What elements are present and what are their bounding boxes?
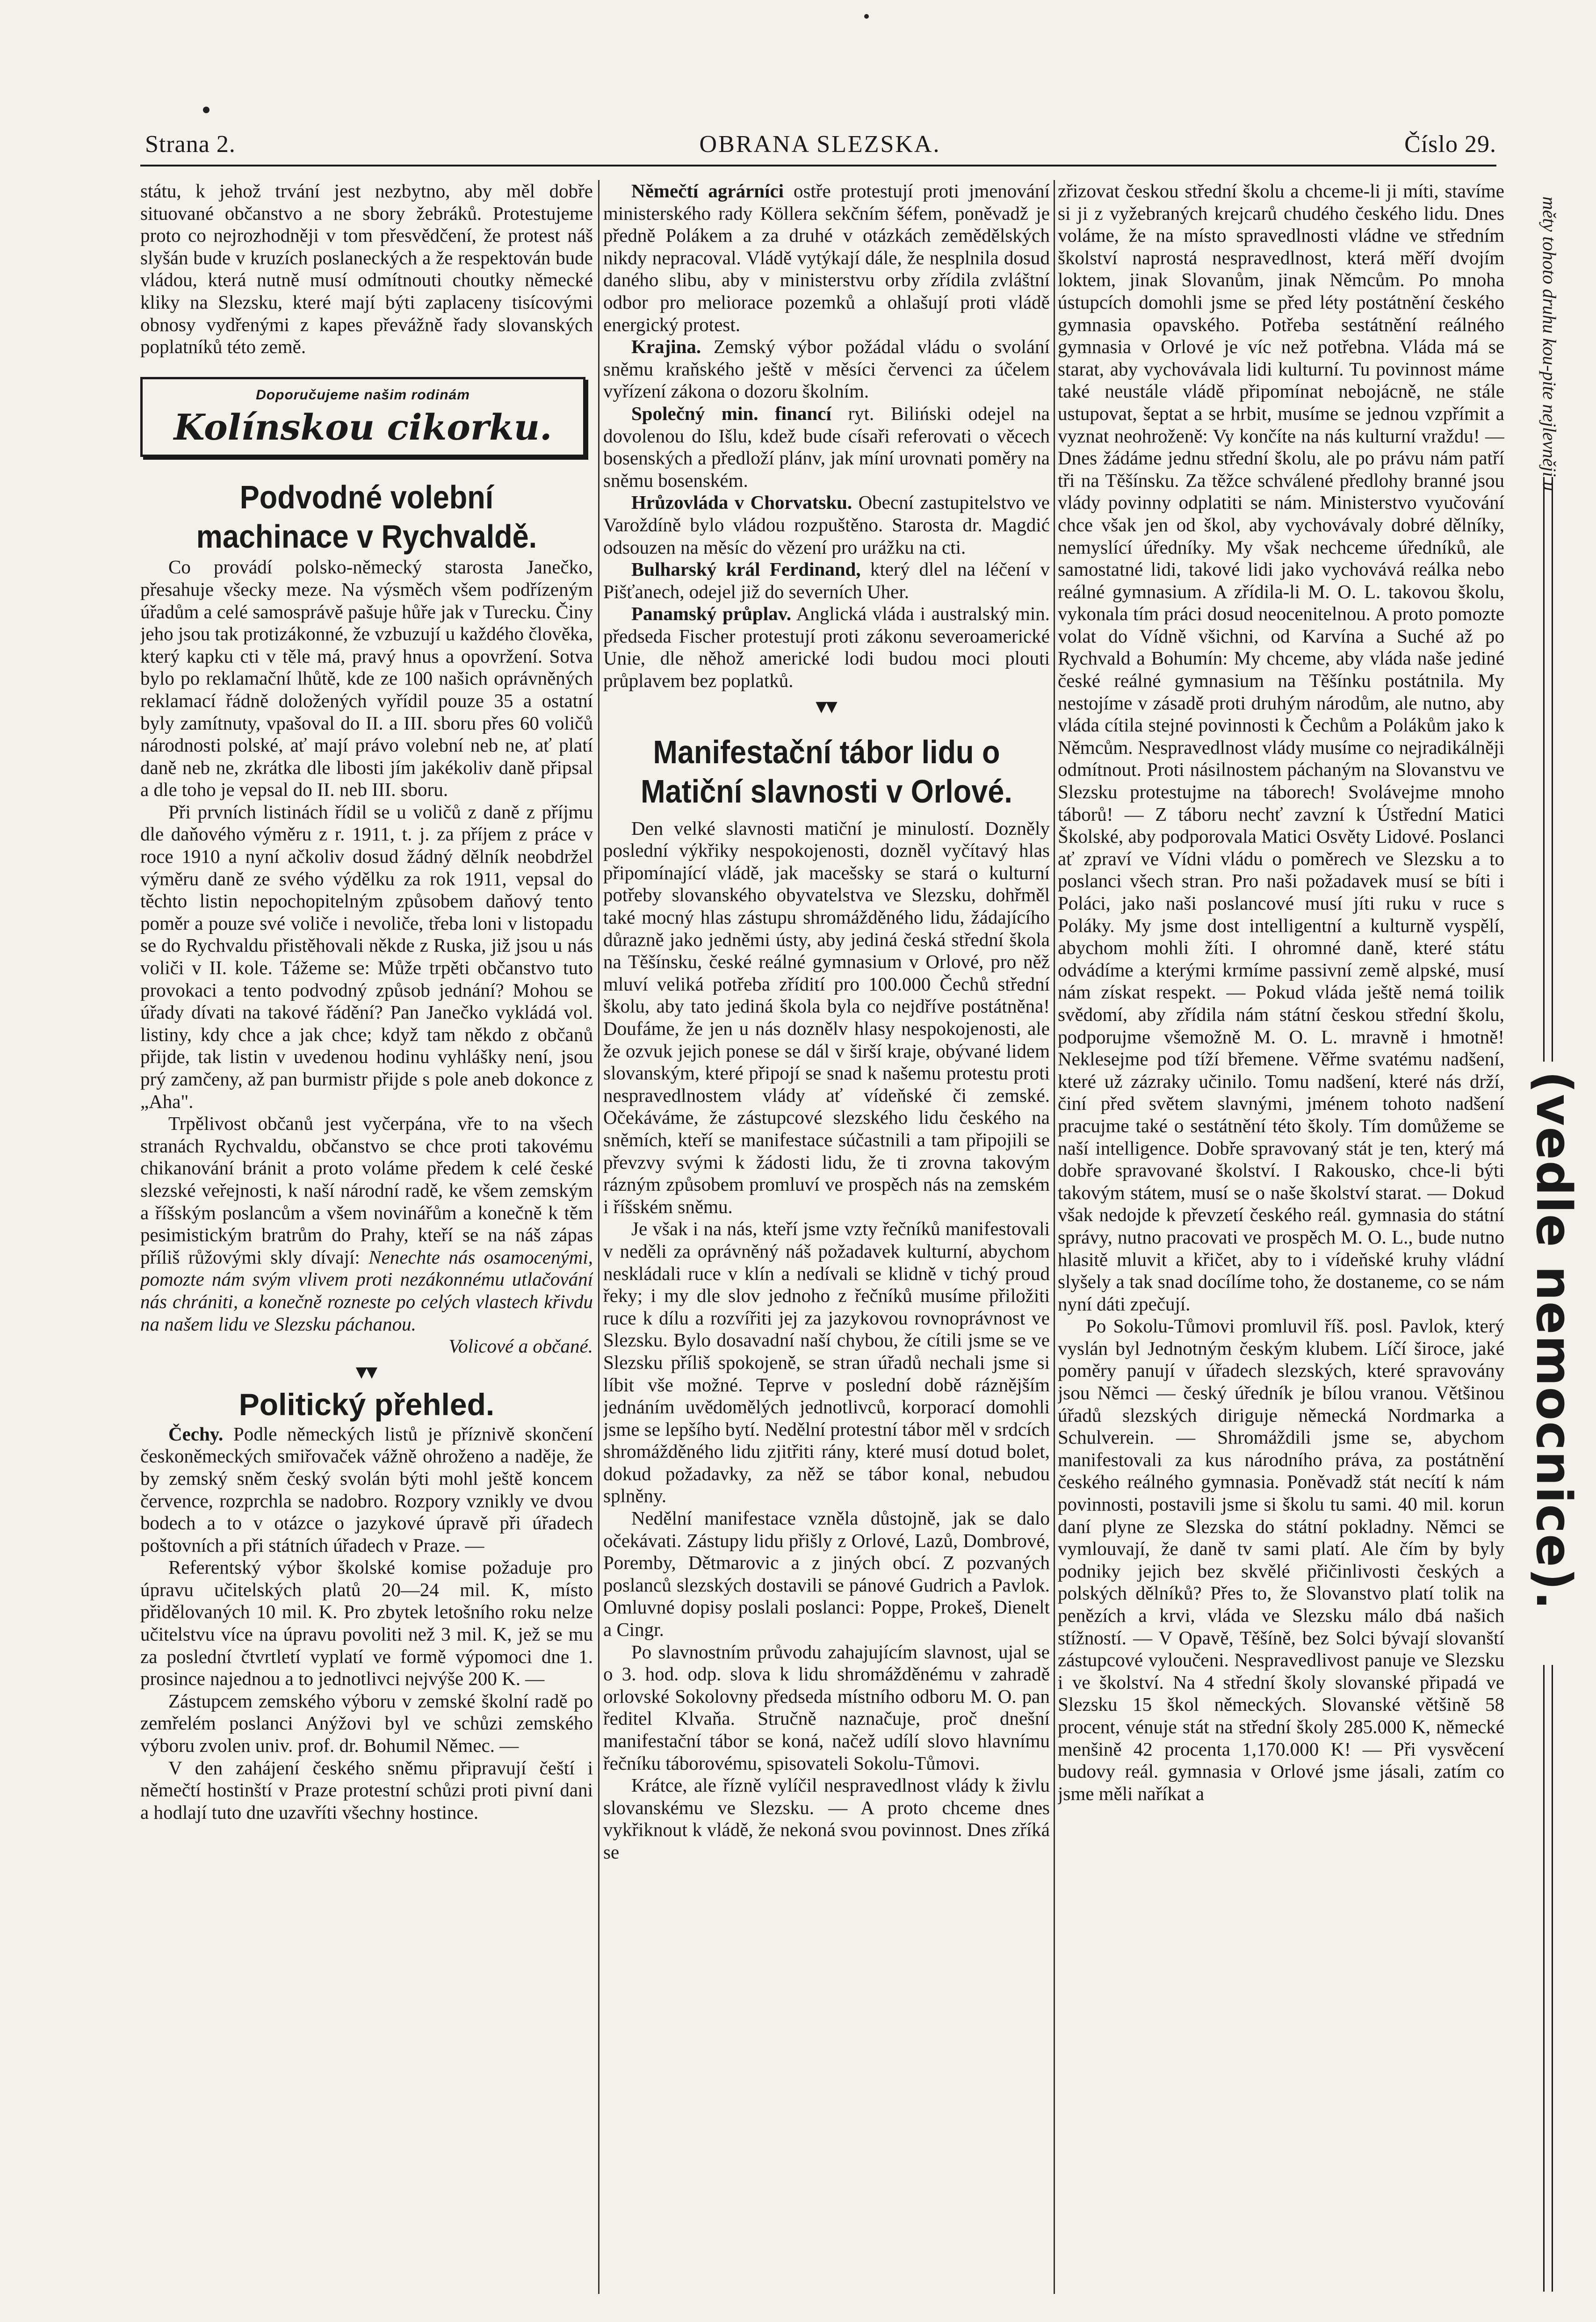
article-text: Trpělivost občanů jest vyčerpána, vře to na všech stranách Rychvaldu, občanstvo se chce proti takovému chikanování bránit a proto voláme předem k celé české slezské veřejnosti, k naší národní radě, ke všem zemským a říšským poslancům a všem novinářům a konečně k těm pesimistickým bratrům do Prahy, kteří se na náš zápas příliš růžovými skly dívají: xyxy=(140,1113,593,1268)
news-item-text: Obecní zastupitelstvo ve Varoždíně bylo vládou rozpuštěno. Starosta dr. Magdić odsouzen na měsíc do vězení pro urážku na cti. xyxy=(603,492,1050,558)
article-paragraph: Zástupcem zemského výboru v zemské školní radě po zemřelém poslanci Anýžovi byl ve schůzi zemského výboru zvolen univ. prof. dr. Bohumil Němec. — xyxy=(140,1690,593,1757)
news-item-text: ryt. Biliński odejel na dovolenou do Išlu, kdež bude císaři referovati o věcech bosenských a předloží plánv, jak míní urovnati poměry na sněmu bosenském. xyxy=(603,402,1050,491)
print-mark xyxy=(203,107,209,113)
issue-number: Číslo 29. xyxy=(1404,130,1496,158)
section-divider: ▾▾ xyxy=(816,694,837,717)
article-paragraph: Nedělní manifestace vzněla důstojně, jak se dalo očekávati. Zástupy lidu přišly z Orlové, Lazů, Dombrové, Poremby, Dětmarovic a z jiných obcí. Z pozvaných poslanců slezských dostavili se pánové Gudrich a Pavlok. Omluvné dopisy poslali poslanci: Poppe, Prokeš, Dienelt a Cingr. xyxy=(603,1507,1050,1641)
news-item-lead: Panamský průplav. xyxy=(631,603,792,625)
article-paragraph: Po Sokolu-Tůmovi promluvil říš. posl. Pavlok, který vyslán byl Jednotným českým klubem. Líčí široce, jaké poměry panují v úřadech slezských, které spravovány jsou Němci — český úředník je bílou vranou. Většinou úřadů slezských diriguje německá Nordmarka a Schulverein. — Shromáždili jsme se, abychom manifestovali za kus národního práva, za postátnění českého reálného gymnasia. Poněvadž stát necítí k nám povinnosti, postavili jsme si školu tu sami. 40 mil. korun daní plyne ze Slezska do státní pokladny. Němci se vymlouvají, že daně tv sami platí. Ale čím by byly podniky jejich bez skvělé přičinlivosti českých a polských dělníků? Přes to, že Slovanstvo platí tolik na penězích a krvi, vláda ve Slezsku málo dbá našich stížností. — V Opavě, Těšíně, bez Solci bývají slovanští zástupcové vyloučeni. Nespravedlivost panuje ve Slezsku i ve školství. Na 4 střední školy slovanské připadá ve Slezsku 15 škol německých. Slovanské většině 58 procent, vénuje stát na střední školy 285.000 K, německé menšině 42 procenta 1,170.000 K! — Při vysvěcení budovy reál. gymnasia v Orlové jsme jásali, zatím co jsme měli naříkat a xyxy=(1058,1315,1504,1804)
article-paragraph: V den zahájení českého sněmu připravují čeští i němečtí hostinští v Praze protestní schůzi proti pivní dani a hodlají tuto dne uzavříti všechny hostince. xyxy=(140,1757,593,1823)
newspaper-title: OBRANA SLEZSKA. xyxy=(699,130,941,158)
article-paragraph: Po slavnostním průvodu zahajujícím slavnost, ujal se o 3. hod. odp. slova k lidu shromážděnému v zahradě orlovské Sokolovny předseda místního odboru M. O. pan ředitel Klvaňa. Stručně naznačuje, proč dnešní manifestační tábor se koná, načež udílí slovo hlavnímu řečníku táborovému, spisovateli Sokolu-Tůmovi. xyxy=(603,1641,1050,1774)
news-item-text: Anglická vláda i australský min. předseda Fischer protestují proti zákonu severoamerické Unie, dle něhož americké lodi budou moci plouti průplavem bez poplatků. xyxy=(603,603,1050,692)
news-item-lead: Bulharský král Ferdinand, xyxy=(631,558,861,580)
page-header xyxy=(145,125,1496,163)
headline-politicky-prehled: Politický přehled. xyxy=(238,1387,495,1422)
headline-volebni-machinace: Podvodné volební machinace v Rychvaldě. xyxy=(196,479,537,555)
article-paragraph: zřizovat českou střední školu a chceme-li ji míti, stavíme si ji z vyžebraných krejcarů chudého českého lidu. Dnes voláme, že na místo spravedlnosti vládne ve středním školství naprostá nespravedlnost, která měří dvojím loktem, jinak Slovanům, jinak Němcům. Po mnoha ústupcích domohli jsme se před léty postátnění českého gymnasia opavského. Potřeba sestátnění reálného gymnasia v Orlové je víc než potřebna. Vláda má se starat, aby vychovávala lidi kulturní. Tu povinnost máme také neustále vládě připomínat nebojácně, ne stále ustupovat, šeptat a se hrbit, musíme se jednou vzpřímit a vyznat neohroženě: Vy končíte na nás kulturní vraždu! — Dnes žádáme jednu střední školu, ale po právu nám patří tři na Těšínsku. Za těžce schválené předlohy branné jsou vlády povinny odplatiti se nám. Ministerstvo vyučování chce však jen od škol, aby vychovávaly dobré dělníky, nemyslící úředníky. My však nechceme úředníků, ale samostatné lidi, takové lidi jako vychovává reálka nebo reálné gymnasium. A zřídila-li M. O. L. takovou školu, vykonala tím práci dosud neocenitelnou. A proto pomozte volat do Vídně všichni, od Karvína a Suché až po Rychvald a Bohumín: My chceme, aby vláda naše jediné české reálné gymnasium na Těšínku postátnila. My nestojíme v zásadě proti druhým národům, ale nutno, aby vláda cítila stejné povinnosti k Čechům a Polákům jako k Němcům. Nespravedlnost vlády musíme co nejradikálněji odmítnout. Proti násilnostem páchaným na Slovanstvu ve Slezsku protestujme na táborech! Svolávejme mnoho táborů! — Z táboru nechť zavzní k Ústřední Matici Školské, aby podporovala Matici Osvěty Lidové. Poslanci ať zpraví ve Vídni vládu o poměrech ve Slezsku a to poslanci všech stran. Pro naši požadavek musí se bíti i Poláci, jako naši poslancové musí jíti ruku v ruce s Poláky. My jsme dost intelligentní a kulturně vyspělí, abychom mohli žíti. I ohromné daně, které státu odvádíme a kterými krmíme passivní země alpské, musí nám získat respekt. — Pokud vláda ještě nemá toilik svědomí, aby zřídila nám státní českou střední školu, podporujme všemožně M. O. L. mravně i hmotně! Neklesejme pod tíží břemene. Věřme svatému nadšení, které už zázraky učinilo. Tomu nadšení, které nás drží, činí před světem slavnými, jménem tohoto nadšení pracujme také o sestátnění této školy. Tím domůžeme se naší intelligence. Dobře spravovaný stát je ten, který má dobře spravované školství. I Rakousko, chce-li býti takovým státem, musí se o naše školství starat. — Dokud však nedojde k převzetí českého reál. gymnasia do státní správy, nutno pracovati ve prospěch M. O. L., bude nutno hlasitě mluvit a křičet, aby to i vídeňské kruhy vládní slyšely a tak snad docílíme toho, že dostaneme, co se nám nyní dáti zpečují. xyxy=(1058,180,1504,1315)
article-text: Podle německých listů je příznivě skončení českoněmeckých smiřovaček vážně ohroženo a naděje, že by zemský sněm český svolán býti mohl ještě koncem července, rozprchla se nadobro. Rozpory vznikly ve dvou bodech a to v otázce o jazykové úpravě při úřadech poštovních a při státních úřadech v Praze. — xyxy=(140,1423,593,1556)
news-item xyxy=(603,603,1050,692)
column-2 xyxy=(603,180,1050,2294)
print-mark xyxy=(864,14,869,19)
article-paragraph: Je však i na nás, kteří jsme vzty řečníků manifestovali v neděli za oprávněný náš požadavek kulturní, abychom neskládali ruce v klín a nedívali se klidně v tichý proud řeky; i my dle slov jednoho z řečníků musíme přiložiti ruce k dílu a rozvířiti jej za jazykovou rovnoprávnost ve Slezsku. Bylo dosavadní naší chybou, že cítili jsme se ve Slezsku příliš spokojeně, se stran úřadů nechali jsme si líbit vše možné. Teprve v poslední době ráznějším jednáním uvědomělých jednotlivců, korporací domohli jsme se lepšího bytí. Nedělní protestní tábor měl v srdcích shromážděného lidu zjitřiti rány, které musí dotud bolet, dokud požadavky, za něž se tábor konal, nebudou splněny. xyxy=(603,1218,1050,1507)
news-item-text: ostře protestují proti jmenování ministerského rady Köllera sekčním šéfem, poněvadž je předně Polákem a za druhé v otázkách zemědělských nikdy nepracoval. Vládě vytýkají dále, že nesplnila dosud daného slibu, aby v ministerstvu orby zřídila zvláštní odbor pro meliorace pozemků a ohlašují proti vládě energický protest. xyxy=(603,180,1050,335)
news-item-lead: Němečtí agrárníci xyxy=(631,180,784,202)
article-continuation: státu, k jehož trvání jest nezbytno, aby měl dobře situované občanstvo a ne sbory žebráků. Protestujeme proto co nejrozhodněji v tom přesvědčení, že protest náš slyšán bude v kruzích poslaneckých a že respektován bude vládou, která nutně musí odmítnouti choutky německé kliky na Slezsku, které mají býti zaplaceny tisícovými obnosy vydřenými z kapes převážně řady slovanských poplatníků této země. xyxy=(140,180,593,358)
page-number: Strana 2. xyxy=(145,130,236,158)
article-signature: Volicové a občané. xyxy=(448,1335,593,1357)
news-item xyxy=(603,336,1050,403)
article-paragraph: Referentský výbor školské komise požaduje pro úpravu učitelských platů 20—24 mil. K, místo přidělovaných 10 mil. K. Pro zbytek letošního roku nelze učitelstvu více na úpravu povoliti než 3 mil. K, jež se mu za poslední čtvrtletí vyplatí ve formě výpomoci dne 1. prosince najednou a to jednotlivci nejvýše 200 K. — xyxy=(140,1556,593,1690)
article-paragraph: Den velké slavnosti matiční je minulostí. Dozněly poslední výkřiky nespokojenosti, dozněl vyčítavý hlas připomínající vládě, jak macešsky se stará o kulturní potřeby slovanského obyvatelstva ve Slezsku, dohřměl také mocný hlas zástupu shromážděného lidu, žádajícího důrazně jako jedněmi ústy, aby jediná česká střední škola na Těšínsku, české reálné gymnasium v Orlové, pro něž mluví veliká potřeba zřídití pro 100.000 Čechů střední školu, aby tato jediná škola byla co nejdříve postátněna! Doufáme, že jen u nás doznělv hlasy nespokojenosti, ale že ozvuk jejich ponese se dál v širší kraje, obývané lidem slovanským, které připojí se snad k našemu protestu proti nespravedlnostem vlády ať vídeňské či zemské. Očekáváme, že zástupcové slezského lidu českého na sněmích, kteří se manifestace súčastnili a tam připojili se převzvy svými k žádosti lidu, že ti zrovna takovým rázným způsobem promluví ve prospěch nás na zemském i říšském sněmu. xyxy=(603,817,1050,1217)
sidebar-bracket-line xyxy=(1543,1665,1545,2292)
article-paragraph: Co provádí polsko-německý starosta Janečko, přesahuje všecky meze. Na výsměch všem podřízeným úřadům a celé samosprávě pašuje hůře jak v Turecku. Činy jeho jsou tak protizákonné, že vzbuzují u každého člověka, který kapku cti v těle má, pravý hnus a opovržení. Sotva bylo po reklamační lhůtě, kde ze 100 našich oprávněných reklamací řádně doložených vyřídil pouze 35 a ostatní byly zamítnuty, vpašoval do II. a III. sboru přes 60 voličů národnosti polské, ať mají právo volební neb ne, ať platí daně neb ne, zkrátka dle libosti jím jakékoliv daně připsal a dle toho je vepsal do II. neb III. sboru. xyxy=(140,556,593,801)
paragraph-lead: Čechy. xyxy=(168,1423,224,1445)
article-paragraph xyxy=(140,1423,593,1557)
news-item-lead: Společný min. financí xyxy=(631,402,831,424)
news-item-text: Zemský výbor požádal vládu o svolání sněmu kraňského ještě v měsíci červenci za účelem vyřízení zákona o dozoru školním. xyxy=(603,336,1050,402)
article-appeal: Nenechte nás osamocenými, pomozte nám svým vlivem proti nezákonnému utlačování nás chrániti, a konečně rozneste po celých vlastech křivdu na našem lidu ve Slezsku páchanou. xyxy=(140,1246,593,1335)
advertisement-box xyxy=(140,377,585,457)
column-rule xyxy=(598,180,599,2294)
headline-manifestacni-tabor: Manifestační tábor lidu o Matiční slavnosti v Orlové. xyxy=(641,733,1012,810)
news-item-lead: Krajina. xyxy=(631,336,701,358)
sidebar-address-text: (vedle nemocnice). xyxy=(1525,1071,1582,1611)
column-rule xyxy=(1054,180,1055,2294)
news-item xyxy=(603,492,1050,558)
sidebar-small-text: měty tohoto druhu kou-pite nejlevněji u xyxy=(1539,196,1560,491)
news-item xyxy=(603,558,1050,603)
ad-tagline: Doporučujeme našim rodinám xyxy=(256,387,470,403)
ad-product: Kolínskou cikorku. xyxy=(173,406,552,448)
article-paragraph: Při prvních listinách řídil se u voličů z daně z příjmu dle daňového výměru z r. 1911, t. j. za příjem z práce v roce 1910 a nyní ačkoliv dosud žádný dělník neobdržel výměru daně ze svého výdělku za rok 1911, vepsal do těchto listin nepochopitelným způsobem daňový tento poměr a pouze své voliče i nevoliče, třeba loni v listopadu se do Rychvaldu přistěhovali někde z Ruska, již jsou u nás voliči v II. kole. Tážeme se: Může trpěti občanstvo tuto provokaci a tento podvodný způsob jednání? Mohou se úřady dívati na takové řádění? Pan Janečko vykládá vol. listiny, kdy chce a jak chce; když tam někdo z občanů přijde, tak listin v uvedenou hodinu vyhlášky není, jsou prý zamčeny, až pan burmistr přijde s pole aneb dokonce z „Aha". xyxy=(140,801,593,1112)
column-3 xyxy=(1058,180,1504,2294)
news-item-text: který dlel na léčení v Pišťanech, odejel již do severních Uher. xyxy=(603,558,1050,602)
news-item xyxy=(603,180,1050,336)
section-divider: ▾▾ xyxy=(356,1360,377,1383)
article-paragraph xyxy=(140,1113,593,1335)
sidebar-bracket-line xyxy=(1552,477,1553,1062)
news-item xyxy=(603,403,1050,492)
sidebar-bracket-line xyxy=(1552,1665,1553,2292)
header-rule xyxy=(140,165,1496,166)
column-1 xyxy=(140,180,593,2294)
sidebar-bracket-line xyxy=(1543,477,1545,1062)
article-paragraph: Krátce, ale řízně vylíčil nespravedlnost vlády k živlu slovanskému ve Slezsku. — A proto chceme dnes vykřiknout k vládě, že nekoná svou povinnost. Dnes zříká se xyxy=(603,1774,1050,1863)
news-item-lead: Hrůzovláda v Chorvatsku. xyxy=(631,492,852,514)
